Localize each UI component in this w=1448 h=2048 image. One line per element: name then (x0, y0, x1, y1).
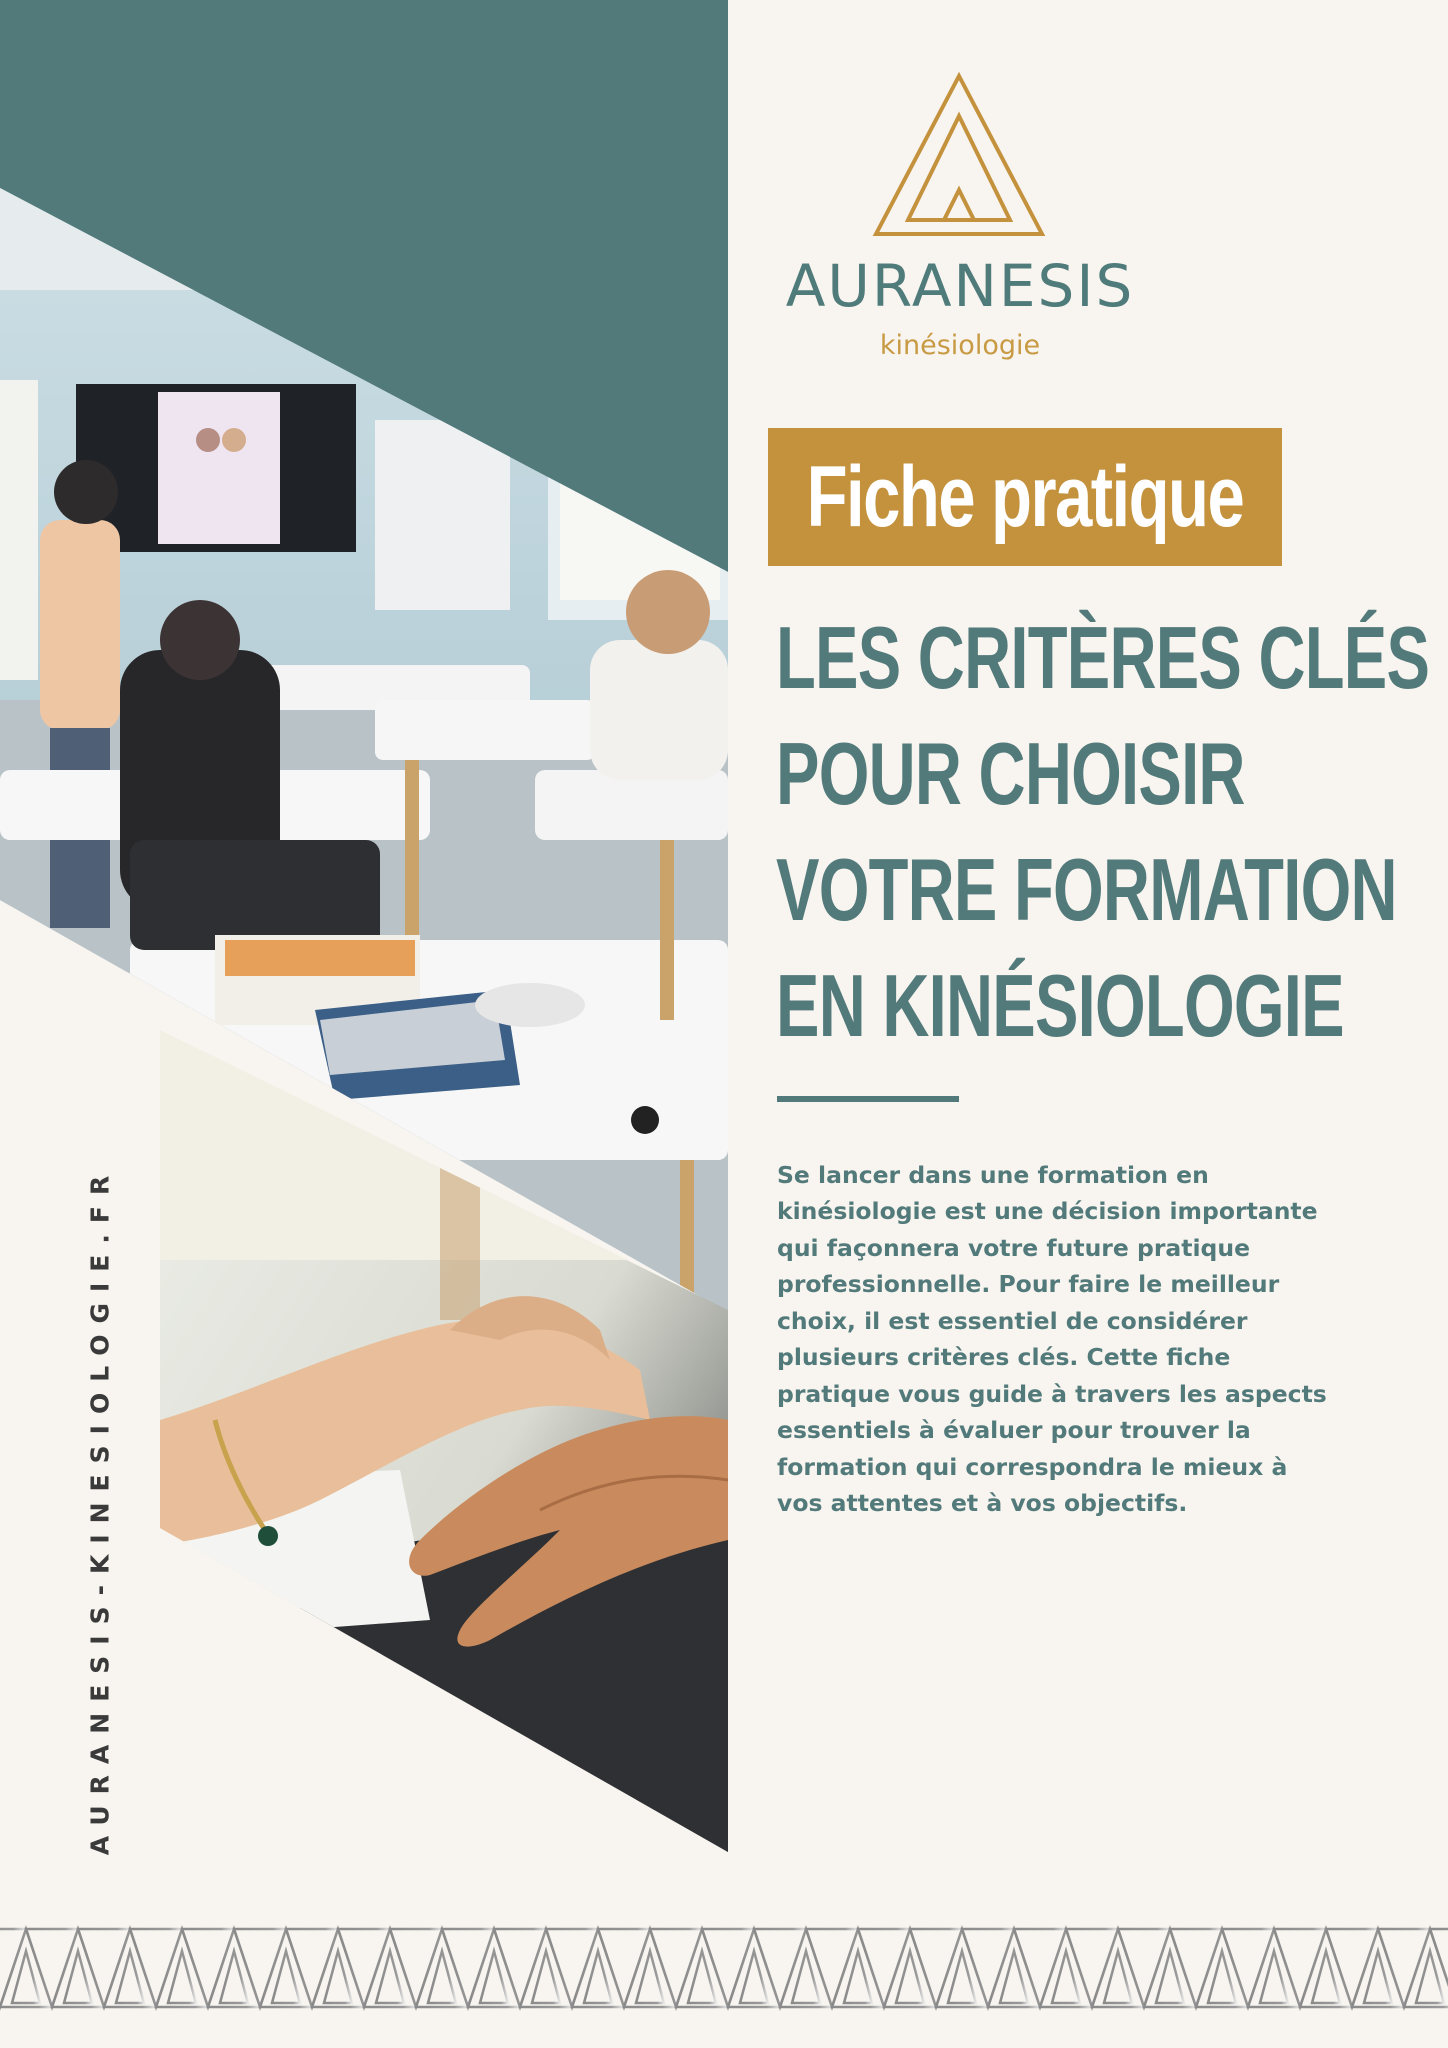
website-url: AURANESIS-KINESIOLOGIE.FR (85, 1164, 115, 1856)
pattern-triangle-down (650, 1929, 702, 2007)
pattern-triangle (988, 1929, 1040, 2007)
pattern-triangle-down (26, 1929, 78, 2007)
pattern-triangle (312, 1929, 364, 2007)
pattern-triangle (1040, 1929, 1092, 2007)
pattern-triangle-down (1378, 1929, 1430, 2007)
brand-name: AURANESIS (785, 252, 1135, 320)
pattern-triangle (1092, 1929, 1144, 2007)
pattern-triangle (468, 1929, 520, 2007)
pattern-triangle-down (182, 1929, 234, 2007)
pattern-triangle (572, 1929, 624, 2007)
pattern-triangle-down (910, 1929, 962, 2007)
pattern-triangle-down (286, 1929, 338, 2007)
pattern-triangle-down (1170, 1929, 1222, 2007)
pattern-triangle-down (1430, 1929, 1448, 2007)
title-line: EN KINÉSIOLOGIE (776, 956, 1344, 1055)
fiche-pratique-badge (768, 428, 1282, 566)
pattern-triangle (728, 1929, 780, 2007)
pattern-triangle (1144, 1929, 1196, 2007)
title-divider (777, 1096, 959, 1102)
pattern-triangle-down (442, 1929, 494, 2007)
pattern-triangle-down (702, 1929, 754, 2007)
pattern-triangle-down (390, 1929, 442, 2007)
pattern-triangle (364, 1929, 416, 2007)
pattern-triangle (520, 1929, 572, 2007)
pattern-triangle-down (1118, 1929, 1170, 2007)
pattern-triangle-down (1066, 1929, 1118, 2007)
pattern-triangle (936, 1929, 988, 2007)
title-line: POUR CHOISIR (776, 724, 1245, 823)
intro-paragraph: Se lancer dans une formation en kinésiologie est une décision importante qui façonnera votre future pratique professionnelle. Pour faire le meilleur choix, il est essentiel de considérer plusieurs critères clés. Cette fiche pratique vous guide à travers les aspects essentiels à évaluer pour trouver la formation qui correspondra le mieux à vos attentes et à vos objectifs. (777, 1160, 1327, 1517)
badge-label: Fiche pratique (806, 448, 1244, 545)
pattern-triangle (884, 1929, 936, 2007)
pattern-triangle (416, 1929, 468, 2007)
pattern-triangle (260, 1929, 312, 2007)
pattern-triangle (156, 1929, 208, 2007)
pattern-triangle-down (962, 1929, 1014, 2007)
pattern-triangle-down (754, 1929, 806, 2007)
pattern-triangle-down (1326, 1929, 1378, 2007)
pattern-triangle (1352, 1929, 1404, 2007)
pattern-triangle-down (234, 1929, 286, 2007)
pattern-triangle (1196, 1929, 1248, 2007)
pattern-triangle-down (1222, 1929, 1274, 2007)
triangle-pattern (0, 1925, 1448, 2011)
pattern-triangle (780, 1929, 832, 2007)
pattern-triangle (676, 1929, 728, 2007)
auranesis-logo-icon (870, 70, 1048, 240)
page-title (776, 600, 1436, 1064)
pattern-triangle (104, 1929, 156, 2007)
pattern-triangle-down (1274, 1929, 1326, 2007)
pattern-triangle (1248, 1929, 1300, 2007)
pattern-triangle-down (546, 1929, 598, 2007)
pattern-triangle (1300, 1929, 1352, 2007)
brand-tagline: kinésiologie (879, 330, 1041, 361)
pattern-triangle-down (338, 1929, 390, 2007)
pattern-triangle-down (494, 1929, 546, 2007)
pattern-triangle (624, 1929, 676, 2007)
pattern-triangle-down (78, 1929, 130, 2007)
title-line: LES CRITÈRES CLÉS (776, 608, 1430, 707)
pattern-triangle-down (598, 1929, 650, 2007)
pattern-triangle (208, 1929, 260, 2007)
title-line: VOTRE FORMATION (776, 840, 1397, 939)
pattern-triangle (0, 1929, 52, 2007)
pattern-triangle-down (806, 1929, 858, 2007)
pattern-triangle-down (858, 1929, 910, 2007)
pattern-triangle (52, 1929, 104, 2007)
pattern-triangle-down (130, 1929, 182, 2007)
pattern-triangle-down (1014, 1929, 1066, 2007)
pattern-triangle (832, 1929, 884, 2007)
